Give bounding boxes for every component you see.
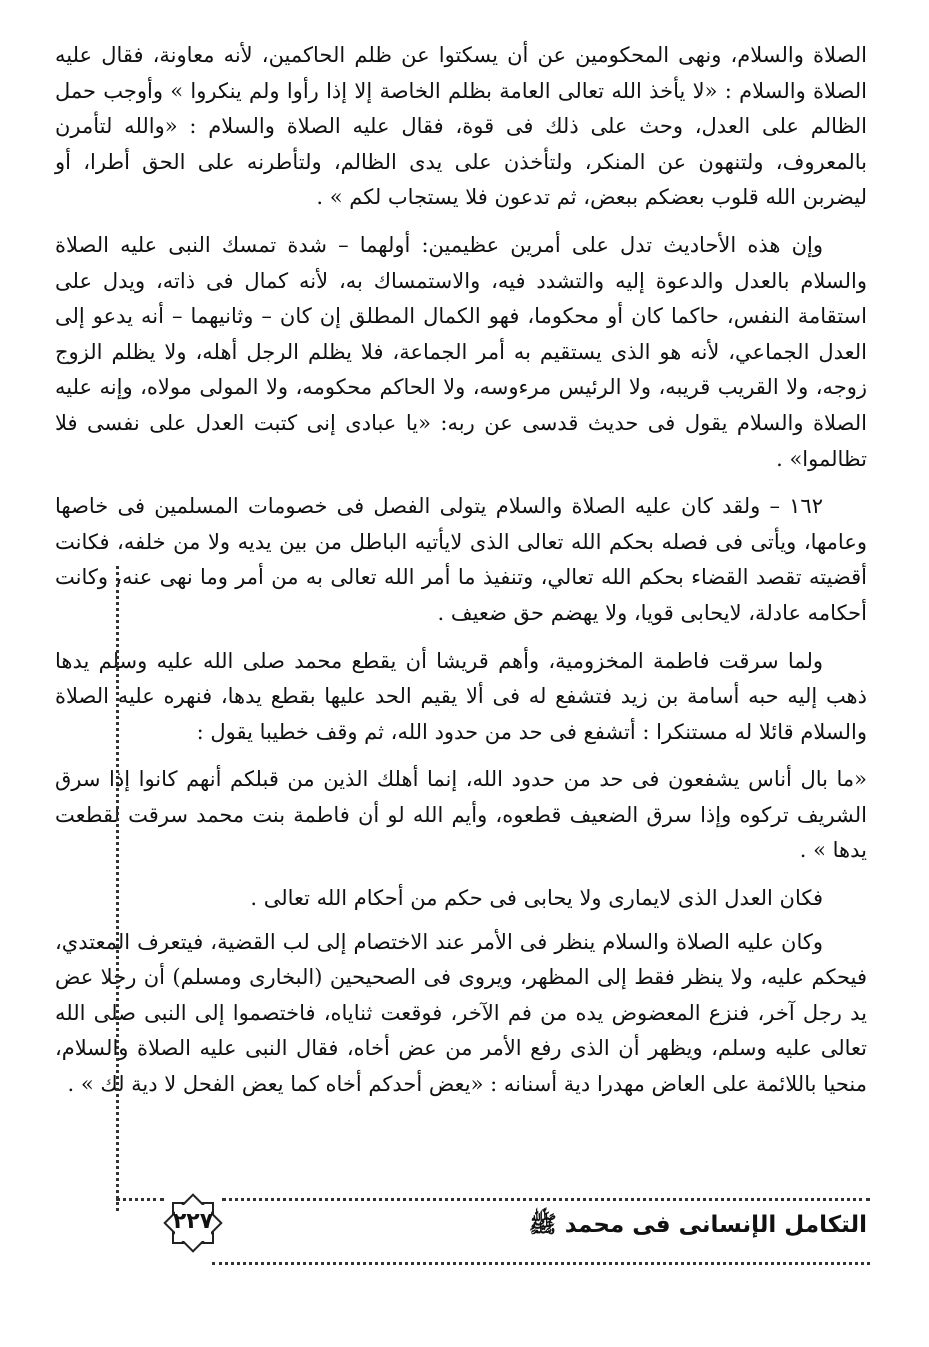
left-frame-dotted-line [116, 566, 119, 1211]
footer-rule-left [116, 1198, 164, 1201]
paragraph-6: فكان العدل الذى لايمارى ولا يحابى فى حكم من أحكام الله تعالى . [250, 886, 823, 911]
paragraph-1: الصلاة والسلام، ونهى المحكومين عن أن يسكتوا عن ظلم الحاكمين، لأنه معاونة، فقال عليه الصلاة والسلام : «لا يأخذ الله تعالى العامة بظلم الخاصة إلا إذا رأوا ولم ينكروا » وأوجب حمل الظالم على العدل، وحث على ذلك فى قوة، فقال عليه الصلاة والسلام : «والله لتأمرن بالمعروف، ولتنهون عن المنكر، ولتأخذن على يدى الظالم، ولتأطرنه على الحق أطرا، أو ليضربن الله قلوب بعضكم ببعض، ثم تدعون فلا يستجاب لكم » . [55, 43, 867, 210]
paragraph-2: وإن هذه الأحاديث تدل على أمرين عظيمين: أولهما – شدة تمسك النبى عليه الصلاة والسلام بالعدل والدعوة إليه والتشدد فيه، والاستمساك به، لأنه كمال فى ذاته، ويدل على استقامة النفس، حاكما كان أو محكوما، فهو الكمال المطلق إن كان – وثانيهما – أنه يدعو إلى العدل الجماعي، لأنه هو الذى يستقيم به أمر الجماعة، فلا يظلم الرجل أهله، ولا يظلم الزوج زوجه، ولا القريب قريبه، ولا الرئيس مرءوسه، ولا الحاكم محكومه، ولا المولى مولاه، وإنه عليه الصلاة والسلام يقول فى حديث قدسى عن ربه: «يا عبادى إنى كتبت العدل على نفسى فلا تظالموا» . [55, 232, 867, 471]
page-number-badge [160, 1190, 226, 1256]
paragraph-3: ١٦٢ – ولقد كان عليه الصلاة والسلام يتولى الفصل فى خصومات المسلمين فى خاصها وعامها، ويأتى فى فصله بحكم الله تعالى الذى لايأتيه الباطل من بين يديه ولا من خلفه، فكانت أقضيته تقصد القضاء بحكم الله تعالي، وتنفيذ ما أمر الله تعالى به من أمر وما نهى عنه، وكانت أحكامه عادلة، لايحابى قويا، ولا يهضم حق ضعيف . [55, 494, 867, 625]
page-number: ٢٢٧ [172, 1209, 214, 1234]
page-body [55, 38, 867, 1115]
paragraph-7: وكان عليه الصلاة والسلام ينظر فى الأمر عند الاختصام إلى لب القضية، فيتعرف المعتدي، فيحكم عليه، ولا ينظر فقط إلى المظهر، ويروى فى الصحيحين (البخارى ومسلم) أن رجلا عض يد رجل آخر، فنزع المعضوض يده من فم الآخر، فوقعت ثناياه، فاختصموا إلى النبى صلى الله تعالى عليه وسلم، ويظهر أن الذى رفع الأمر من عض أخاه، فقال النبى عليه الصلاة والسلام، منحيا باللائمة على العاض مهدرا دية أسنانه : «يعض أحدكم أخاه كما يعض الفحل لا دية لك » . [55, 929, 867, 1097]
running-footer-book-title: التكامل الإنسانى فى محمد ﷺ [528, 1212, 867, 1238]
paragraph-4: ولما سرقت فاطمة المخزومية، وأهم قريشا أن يقطع محمد صلى الله عليه وسلم يدها ذهب إليه حبه أسامة بن زيد فتشفع له فى ألا يقيم الحد عليها بقطع يدها، فنهره عليه الصلاة والسلام قائلا له مستنكرا : أتشفع فى حد من حدود الله، ثم وقف خطيبا يقول : [55, 648, 867, 744]
paragraph-5-hadith-quote: «ما بال أناس يشفعون فى حد من حدود الله، إنما أهلك الذين من قبلكم أنهم كانوا إذا سرق الشريف تركوه وإذا سرق الضعيف قطعوه، وأيم الله لو أن فاطمة بنت محمد سرقت لقطعت يدها » . [55, 767, 867, 863]
footer-rule-top [222, 1198, 870, 1201]
footer-rule-bottom [212, 1262, 870, 1265]
